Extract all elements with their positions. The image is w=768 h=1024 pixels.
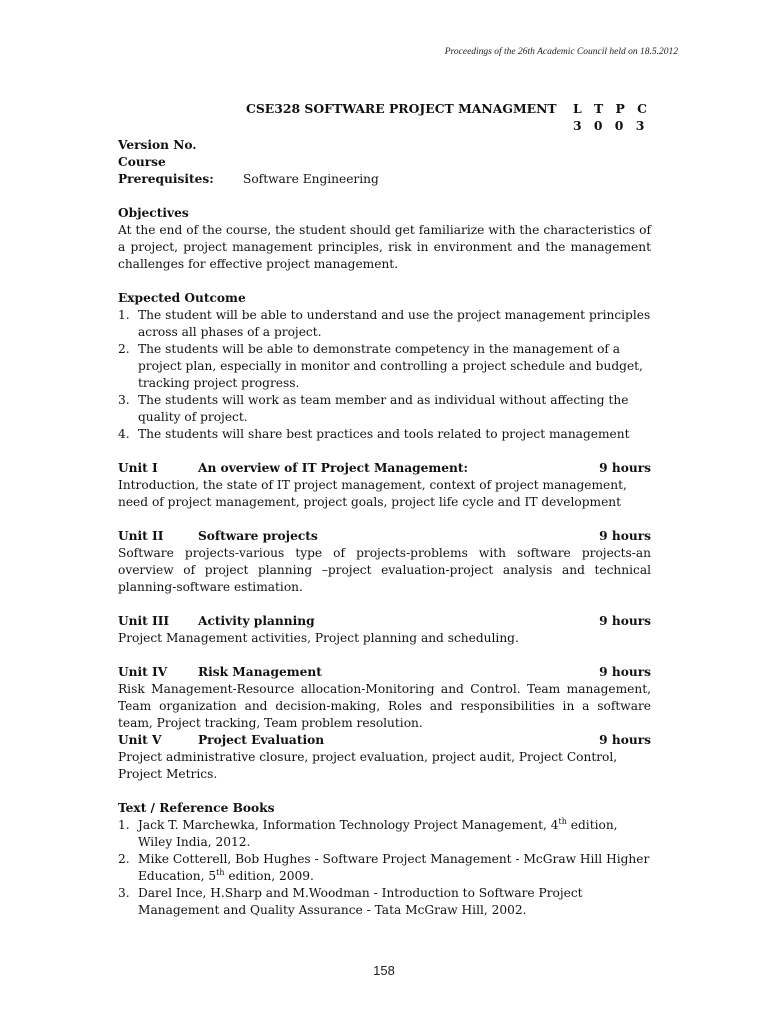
unit-code: Unit II: [118, 529, 164, 543]
version-row: [118, 137, 651, 154]
unit-description: Software projects-various type of projects-problems with software projects-an overview of project planning –project evaluation-project analysis and technical planning-software estimation.: [118, 546, 651, 594]
list-item: [118, 885, 651, 919]
item-number: 2.: [118, 852, 130, 866]
book-text-end: edition, Wiley India, 2012.: [138, 818, 618, 849]
unit-title: Activity planning: [198, 614, 315, 628]
item-number: 1.: [118, 818, 130, 832]
unit-hours: 9 hours: [599, 665, 651, 679]
unit-description: Risk Management-Resource allocation-Monitoring and Control. Team management, Team organization and decision-making, Roles and responsibilities in a software team, Project tracking, Team problem resolution.: [118, 682, 651, 730]
item-text: [138, 817, 651, 851]
book-text: Mike Cotterell, Bob Hughes - Software Project Management - McGraw Hill Higher Education, 5: [138, 852, 650, 883]
course-label: Course: [118, 155, 166, 169]
item-number: 2.: [118, 342, 130, 356]
objectives-text: At the end of the course, the student should get familiarize with the characteristics of a project, project management principles, risk in environment and the management challenges for effective project management.: [118, 223, 651, 271]
unit-title: An overview of IT Project Management:: [198, 461, 469, 475]
unit-heading: [118, 613, 651, 630]
ordinal-suffix: th: [558, 816, 567, 826]
outcomes-list: [118, 307, 651, 443]
syllabus-content: [118, 100, 651, 919]
list-item: [118, 392, 651, 426]
unit-heading: [118, 460, 651, 477]
unit-code: Unit V: [118, 733, 162, 747]
list-item: [118, 817, 651, 851]
prerequisites-value: Software Engineering: [243, 172, 379, 186]
list-item: [118, 426, 651, 443]
unit-heading: [118, 528, 651, 545]
unit-description: Project Management activities, Project planning and scheduling.: [118, 631, 519, 645]
list-item: [118, 307, 651, 341]
unit-title: Risk Management: [198, 665, 322, 679]
unit-heading: [118, 664, 651, 681]
unit-description: Project administrative closure, project evaluation, project audit, Project Control, Project Metrics.: [118, 750, 618, 781]
unit-hours: 9 hours: [599, 529, 651, 543]
book-text: Darel Ince, H.Sharp and M.Woodman - Introduction to Software Project Management and Quality Assurance - Tata McGraw Hill, 2002.: [138, 886, 583, 917]
item-text: The students will work as team member and as individual without affecting the quality of project.: [138, 393, 629, 424]
prerequisites-label: Prerequisites:: [118, 172, 214, 186]
outcomes-heading: Expected Outcome: [118, 291, 246, 305]
unit-description: Introduction, the state of IT project management, context of project management, need of project management, project goals, project life cycle and IT development: [118, 478, 627, 509]
unit-code: Unit IV: [118, 665, 168, 679]
ltpc-labels: L T P C: [572, 101, 651, 116]
unit-code: Unit III: [118, 614, 170, 628]
course-title: CSE328 SOFTWARE PROJECT MANAGMENT: [246, 101, 557, 116]
version-label: Version No.: [118, 138, 197, 152]
item-text: The students will be able to demonstrate competency in the management of a project plan, especially in monitor and controlling a project schedule and budget, tracking project progress.: [138, 342, 643, 390]
books-list: [118, 817, 651, 919]
item-number: 4.: [118, 427, 130, 441]
ltpc-block: [573, 100, 651, 134]
item-number: 3.: [118, 393, 130, 407]
unit-title: Project Evaluation: [198, 733, 325, 747]
ordinal-suffix: th: [216, 867, 225, 877]
proceedings-note: Proceedings of the 26th Academic Council held on 18.5.2012: [444, 47, 678, 57]
page-number: 158: [373, 963, 395, 978]
unit-hours: 9 hours: [599, 614, 651, 628]
item-number: 1.: [118, 308, 130, 322]
ltpc-values: 3 0 0 3: [572, 118, 649, 133]
course-row: [118, 154, 651, 171]
item-text: The students will share best practices and tools related to project management: [138, 427, 630, 441]
unit-hours: 9 hours: [599, 733, 651, 747]
item-number: 3.: [118, 886, 130, 900]
objectives-heading: Objectives: [118, 206, 189, 220]
unit-heading: [118, 732, 651, 749]
book-text: Jack T. Marchewka, Information Technology Project Management, 4: [138, 818, 559, 832]
list-item: [118, 851, 651, 885]
item-text: [138, 885, 651, 919]
item-text: [138, 851, 651, 885]
books-heading: Text / Reference Books: [118, 801, 275, 815]
book-text-end: edition, 2009.: [224, 869, 314, 883]
prerequisites-row: [118, 171, 651, 188]
unit-code: Unit I: [118, 461, 158, 475]
course-meta: [118, 137, 651, 188]
item-text: The student will be able to understand and use the project management principles across all phases of a project.: [138, 308, 651, 339]
unit-title: Software projects: [198, 529, 318, 543]
list-item: [118, 341, 651, 392]
course-title-row: [118, 100, 651, 133]
unit-hours: 9 hours: [599, 461, 651, 475]
